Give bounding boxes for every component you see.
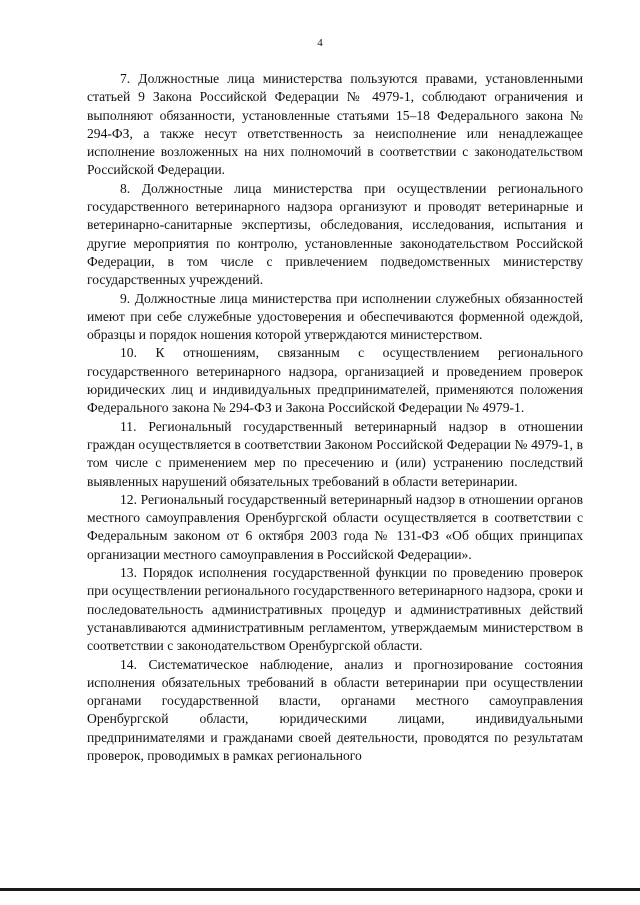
paragraph-9: 9. Должностные лица министерства при исполнении служебных обязанностей имеют при себе служебные удостоверения и обеспечиваются форменной одеждой, образцы и порядок ношения которой утверждаются министерством. [87,290,583,343]
paragraph-10: 10. К отношениям, связанным с осуществлением регионального государственного ветеринарного надзора, организацией и проведением проверок юридических лиц и индивидуальных предпринимателей, применяются положения Федерального закона № 294-ФЗ и Закона Российской Федерации № 4979-1. [87,345,583,416]
page-number: 4 [317,37,323,49]
paragraph-12: 12. Региональный государственный ветеринарный надзор в отношении органов местного самоуправления Оренбургской области осуществляется в соответствии с Федеральным законом от 6 октября 2003 года № 131-ФЗ «Об общих принципах организации местного самоуправления в Российской Федерации». [87,491,583,562]
paragraph-11: 11. Региональный государственный ветеринарный надзор в отношении граждан осуществляется в соответствии Законом Российской Федерации № 4979-1, в том числе с применением мер по пресечению и (или) устранению последствий выявленных нарушений обязательных требований в области ветеринарии. [87,418,583,489]
page-bottom-rule [0,888,640,891]
paragraph-7: 7. Должностные лица министерства пользуются правами, установленными статьей 9 Закона Российской Федерации № 4979-1, соблюдают ограничения и выполняют обязанности, установленные статьями 15–18 Федерального закона № 294-ФЗ, а также несут ответственность за неисполнение или ненадлежащее исполнение возложенных на них полномочий в соответствии с законодательством Российской Федерации. [87,71,583,178]
paragraph-13: 13. Порядок исполнения государственной функции по проведению проверок при осуществлении регионального государственного ветеринарного надзора, сроки и последовательность административных процедур и административных действий устанавливаются административным регламентом, утверждаемым министерством в соответствии с законодательством Оренбургской области. [87,565,583,654]
paragraph-8: 8. Должностные лица министерства при осуществлении регионального государственного ветеринарного надзора организуют и проводят ветеринарные и ветеринарно-санитарные экспертизы, обследования, исследования, испытания и другие мероприятия по контролю, установленные законодательством Российской Федерации, в том числе с привлечением подведомственных министерству государственных учреждений. [87,180,583,288]
paragraph-14: 14. Систематическое наблюдение, анализ и прогнозирование состояния исполнения обязательных требований в области ветеринарии при осуществлении органами государственной власти, органами местного самоуправления Оренбургской области, юридическими лицами, индивидуальными предпринимателями и гражданами своей деятельности, проводятся по результатам проверок, проводимых в рамках регионального [87,656,583,763]
document-body [87,70,583,765]
